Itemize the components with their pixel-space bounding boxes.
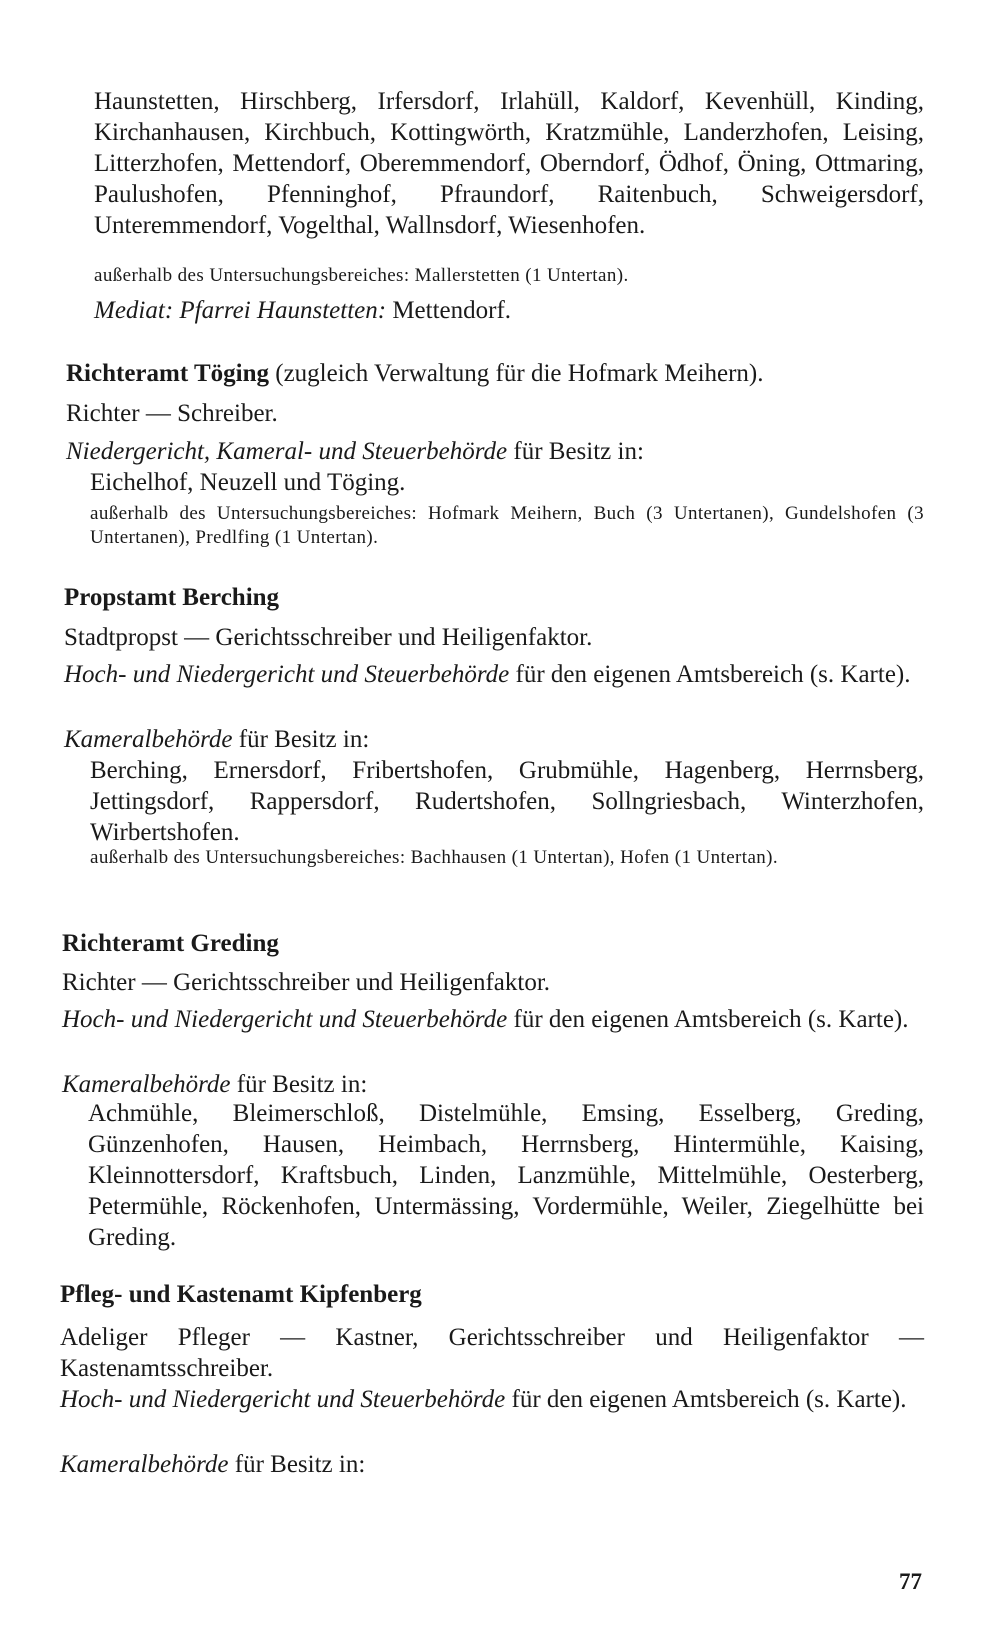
place-list: Eichelhof, Neuzell und Töging.	[90, 469, 406, 496]
outside-note: außerhalb des Untersuchungsbereiches: Mallerstetten (1 Untertan).	[94, 265, 629, 286]
kameral-line	[64, 724, 924, 755]
authority-label: Hoch- und Niedergericht und Steuerbehörde	[64, 661, 510, 688]
kameral-text: für Besitz in:	[234, 1451, 366, 1478]
section-heading-toeging	[66, 358, 924, 389]
kameral-label: Kameralbehörde	[64, 726, 233, 753]
outside-note: außerhalb des Untersuchungsbereiches: Bachhausen (1 Untertan), Hofen (1 Untertan).	[90, 847, 779, 868]
kameral-text: für Besitz in:	[238, 726, 370, 753]
kameral-text: für Besitz in:	[236, 1071, 368, 1098]
authority-line	[66, 436, 924, 467]
section-title: Richteramt Töging	[66, 360, 269, 387]
section-title-kipfenberg: Pfleg- und Kastenamt Kipfenberg	[60, 1281, 422, 1308]
place-list: Achmühle, Bleimerschloß, Distelmühle, Emsing, Esselberg, Greding, Günzenhofen, Hausen, Heimbach, Herrnsberg, Hintermühle, Kaising, Kleinnottersdorf, Kraftsbuch, Linden, Lanzmühle, Mittelmühle, Oesterberg, Petermühle, Röckenhofen, Untermässing, Vordermühle, Weiler, Ziegelhütte bei Greding.	[88, 1100, 924, 1251]
staff-line: Richter — Schreiber.	[66, 400, 278, 427]
authority-text: für den eigenen Amtsbereich (s. Karte).	[513, 1006, 909, 1033]
authority-label: Hoch- und Niedergericht und Steuerbehörde	[62, 1006, 508, 1033]
section-title-suffix: (zugleich Verwaltung für die Hofmark Meihern).	[275, 360, 764, 387]
mediat-text: Mettendorf.	[392, 297, 512, 324]
authority-line	[64, 659, 924, 690]
mediat-label: Mediat: Pfarrei Haunstetten:	[94, 297, 387, 324]
authority-line	[62, 1004, 924, 1035]
staff-line: Stadtpropst — Gerichtsschreiber und Heiligenfaktor.	[64, 624, 593, 651]
staff-line: Richter — Gerichtsschreiber und Heiligenfaktor.	[62, 969, 551, 996]
authority-text: für Besitz in:	[513, 438, 644, 465]
section-title-greding: Richteramt Greding	[62, 930, 279, 957]
kameral-line	[60, 1449, 924, 1480]
authority-label: Niedergericht, Kameral- und Steuerbehörde	[66, 438, 508, 465]
section-title-berching: Propstamt Berching	[64, 584, 280, 611]
authority-line	[60, 1384, 924, 1415]
authority-text: für den eigenen Amtsbereich (s. Karte).	[511, 1386, 907, 1413]
authority-label: Hoch- und Niedergericht und Steuerbehörde	[60, 1386, 506, 1413]
kameral-label: Kameralbehörde	[62, 1071, 231, 1098]
kameral-label: Kameralbehörde	[60, 1451, 229, 1478]
outside-note: außerhalb des Untersuchungsbereiches: Hofmark Meihern, Buch (3 Untertanen), Gundelshofen (3 Untertanen), Predlfing (1 Untertan).	[90, 503, 924, 548]
mediat-line	[94, 295, 924, 326]
page-number: 77	[899, 1569, 922, 1594]
place-list-continued: Haunstetten, Hirschberg, Irfersdorf, Irlahüll, Kaldorf, Kevenhüll, Kinding, Kirchanhausen, Kirchbuch, Kottingwörth, Kratzmühle, Landerzhofen, Leising, Litterzhofen, Mettendorf, Oberemmendorf, Oberndorf, Ödhof, Öning, Ottmaring, Paulushofen, Pfenninghof, Pfraundorf, Raitenbuch, Schweigersdorf, Unteremmendorf, Vogelthal, Wallnsdorf, Wiesenhofen.	[94, 88, 924, 239]
authority-text: für den eigenen Amtsbereich (s. Karte).	[515, 661, 911, 688]
staff-line: Adeliger Pfleger — Kastner, Gerichtsschreiber und Heiligenfaktor — Kastenamtsschreiber.	[60, 1324, 924, 1382]
place-list: Berching, Ernersdorf, Fribertshofen, Grubmühle, Hagenberg, Herrnsberg, Jettingsdorf, Rappersdorf, Rudertshofen, Sollngriesbach, Winterzhofen, Wirbertshofen.	[90, 757, 924, 846]
kameral-line	[62, 1069, 924, 1100]
